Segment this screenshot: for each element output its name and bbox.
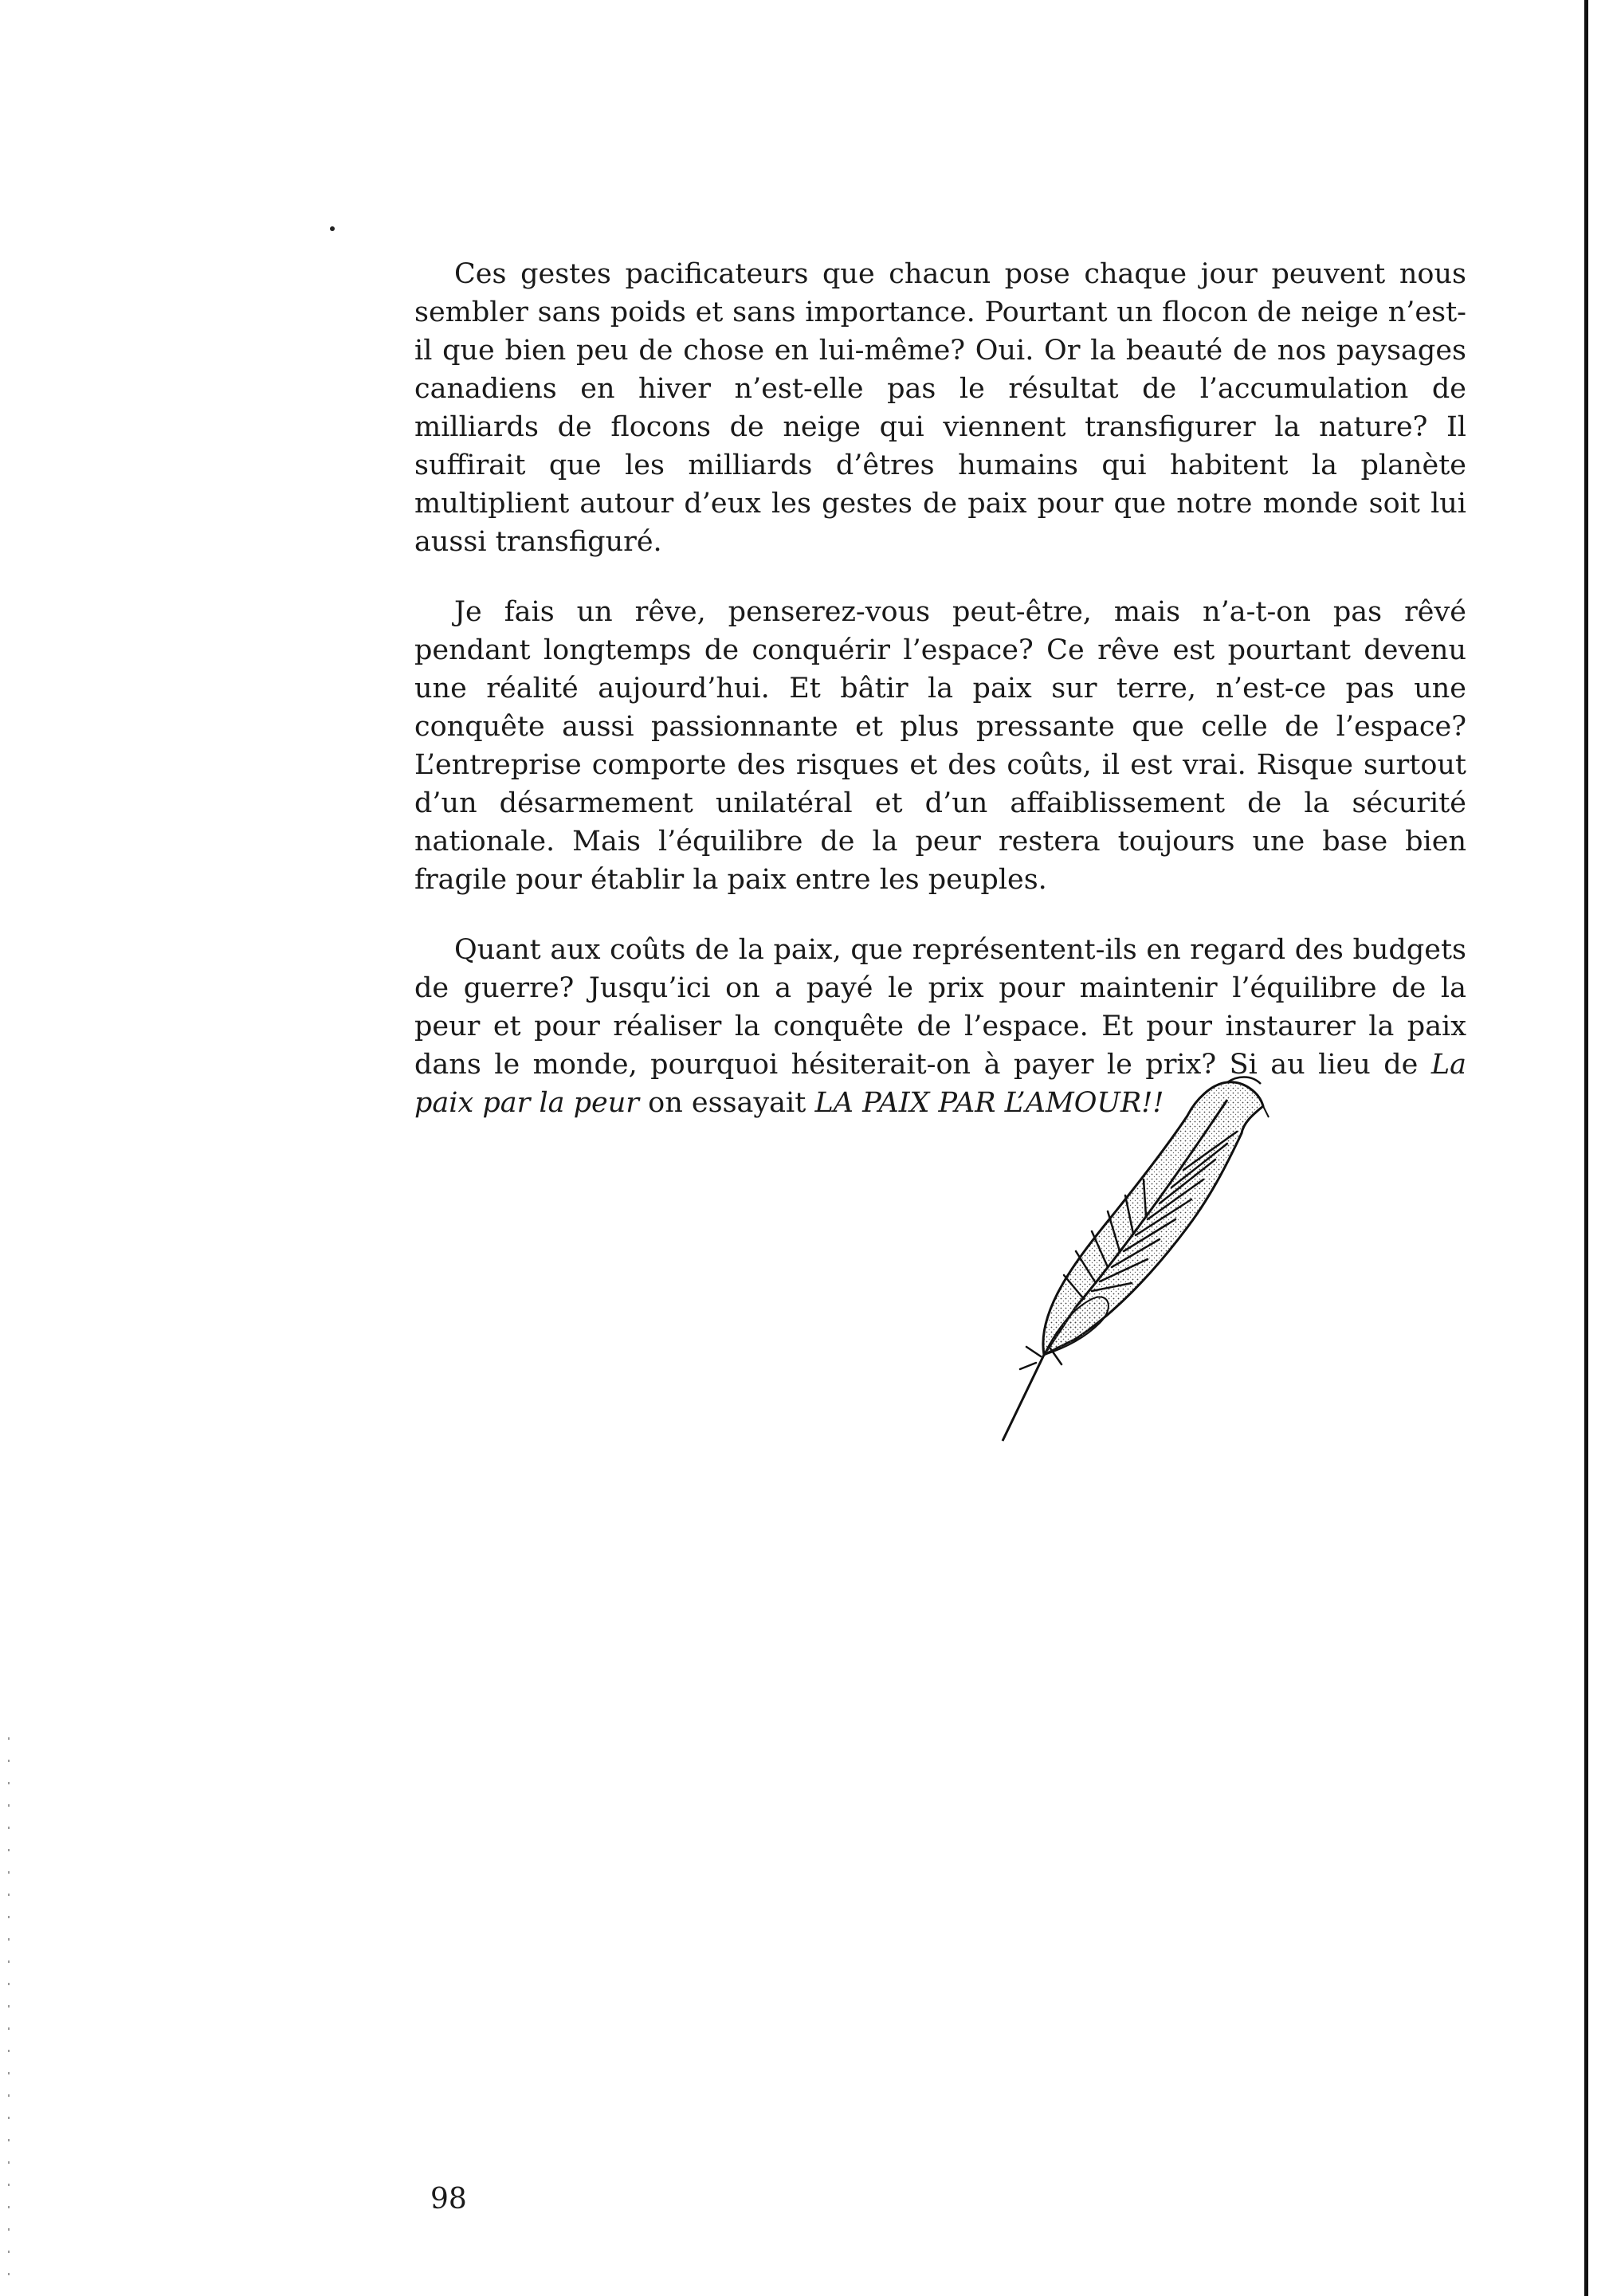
body-text (414, 255, 1466, 1154)
paragraph-2: Je fais un rêve, penserez-vous peut-être, mais n’a-t-on pas rêvé pendant longtemps de conquérir l’espace? Ce rêve est pourtant devenu une réalité aujourd’hui. Et bâtir la paix sur terre, n’est-ce pas une conquête aussi passionnante et plus pressante que celle de l’espace? L’entreprise comporte des risques et des coûts, il est vrai. Risque surtout d’un désarmement unilatéral et d’un affaiblissement de la sécurité nationale. Mais l’équilibre de la peur restera toujours une base bien fragile pour établir la paix entre les peuples. (414, 596, 1466, 896)
binding-margin-dots (8, 1737, 10, 2295)
paragraph-3-text-start: Quant aux coûts de la paix, que représentent-ils en regard des budgets de guerre? Jusqu’ici on a payé le prix pour maintenir l’équilibre de la peur et pour réaliser la conquête de l’espace. Et pour instaurer la paix dans le monde, pourquoi hésiterait-on à payer le prix? Si au lieu de (414, 934, 1466, 1081)
paragraph-3-text-middle: on essayait (639, 1087, 815, 1119)
paragraph-3-italic-phrase: La paix par la peur (414, 1049, 1466, 1119)
feather-icon (988, 1068, 1323, 1450)
page-edge-line (1584, 0, 1588, 2296)
paragraph-1: Ces gestes pacificateurs que chacun pose chaque jour peuvent nous sembler sans poids et sans importance. Pourtant un flocon de neige n’est-il que bien peu de chose en lui-même? Oui. Or la beauté de nos paysages canadiens en hiver n’est-elle pas le résultat de l’accumulation de milliards de flocons de neige qui viennent transfigurer la nature? Il suffirait que les milliards d’êtres humains qui habitent la planète multiplient autour d’eux les gestes de paix pour que notre monde soit lui aussi transfiguré. (414, 258, 1466, 558)
paragraph-3-italic-closing: LA PAIX PAR L’AMOUR!! (814, 1087, 1164, 1119)
page-mark-dot (330, 226, 335, 231)
page-number: 98 (430, 2183, 467, 2216)
